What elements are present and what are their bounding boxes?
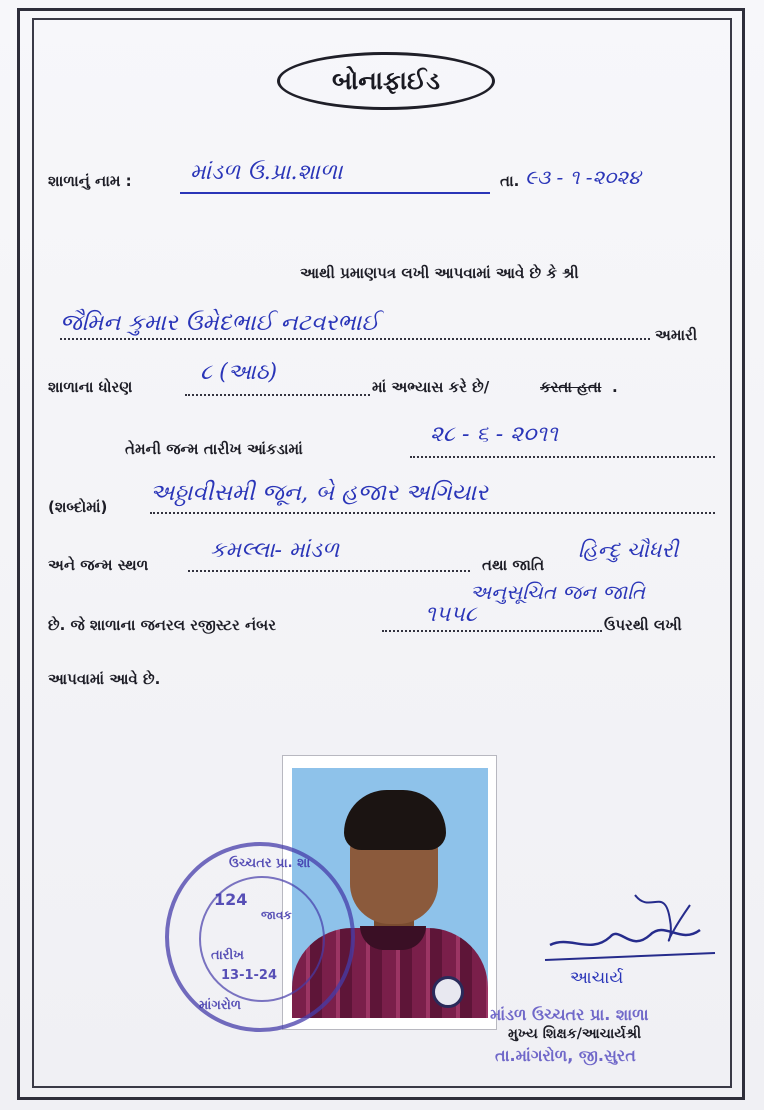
round-stamp-text-top: ઉચ્ચતર પ્રા. શા [229, 856, 311, 871]
struck-text: કરતા હતા [540, 378, 602, 396]
round-stamp-date: 13-1-24 [221, 968, 278, 983]
caste-label: તથા જાતિ [482, 556, 545, 574]
signature-label: મુખ્ય શિક્ષક/આચાર્યશ્રી [508, 1026, 642, 1042]
dob-words: અઠ્ઠાવીસમી જૂન, બે હજાર અગિયાર [150, 480, 488, 506]
round-school-stamp [165, 842, 355, 1032]
birthplace-value: કમલ્લા- માંડળ [210, 538, 340, 563]
school-stamp-line2: તા.માંગરોળ, જી.સુરત [495, 1046, 636, 1065]
caste-value: હિન્દુ ચૌધરી [578, 538, 679, 562]
school-name-value: માંડળ ઉ.પ્રા.શાળા [190, 160, 343, 185]
period: . [612, 378, 618, 396]
photo-hair [344, 790, 446, 850]
from-label: ઉપરથી લખી [604, 616, 682, 634]
certificate-title [277, 52, 495, 110]
dob-label: તેમની જન્મ તારીખ આંકડામાં [125, 440, 303, 458]
title-text: બોનાફાઈડ [331, 66, 441, 95]
std-dots [185, 394, 370, 396]
studying-text: માં અભ્યાસ કરે છે/ [372, 378, 490, 396]
dob-digits: ૨૮ - ૬ - ૨૦૧૧ [430, 422, 558, 447]
birthplace-dots [188, 570, 470, 572]
student-name: જૈમિન કુમાર ઉમેદભાઈ નટવરભાઈ [60, 310, 380, 336]
round-stamp-date-label: તારીખ [211, 948, 244, 963]
round-stamp-number: 124 [214, 890, 248, 909]
school-stamp-line1: માંડળ ઉચ્ચતર પ્રા. શાળા [490, 1005, 649, 1024]
register-dots [382, 630, 602, 632]
birthplace-label: અને જન્મ સ્થળ [48, 556, 149, 574]
register-label: છે. જે શાળાના જનરલ રજીસ્ટર નંબર [48, 616, 276, 634]
amari-label: અમારી [655, 326, 698, 344]
caste-sub: અનુસૂચિત જન જાતિ [470, 580, 646, 604]
std-label: શાળાના ધોરણ [48, 378, 133, 396]
words-label: (શબ્દોમાં) [48, 498, 108, 516]
principal-signature [540, 875, 720, 975]
school-name-underline [180, 192, 490, 194]
round-stamp-outward: જાવક [261, 908, 292, 922]
dob-dots [410, 456, 715, 458]
student-name-dots [60, 338, 650, 340]
dob-words-dots [150, 512, 715, 514]
register-value: ૧૫૫૮ [425, 602, 477, 627]
school-name-label: શાળાનું નામ : [48, 172, 132, 190]
date-value: ૯૩ - ૧ -૨૦૨૪ [525, 165, 641, 189]
signature-note: આચાર્ય [570, 968, 624, 988]
closing-text: આપવામાં આવે છે. [48, 670, 161, 688]
photo-badge [432, 976, 464, 1008]
intro-text: આથી પ્રમાણપત્ર લખી આપવામાં આવે છે કે શ્રી [300, 264, 579, 282]
round-stamp-text-bottom: માંગરોળ [199, 998, 241, 1013]
std-value: ૮ (આઠ) [200, 360, 278, 385]
date-label: તા. [500, 172, 520, 190]
